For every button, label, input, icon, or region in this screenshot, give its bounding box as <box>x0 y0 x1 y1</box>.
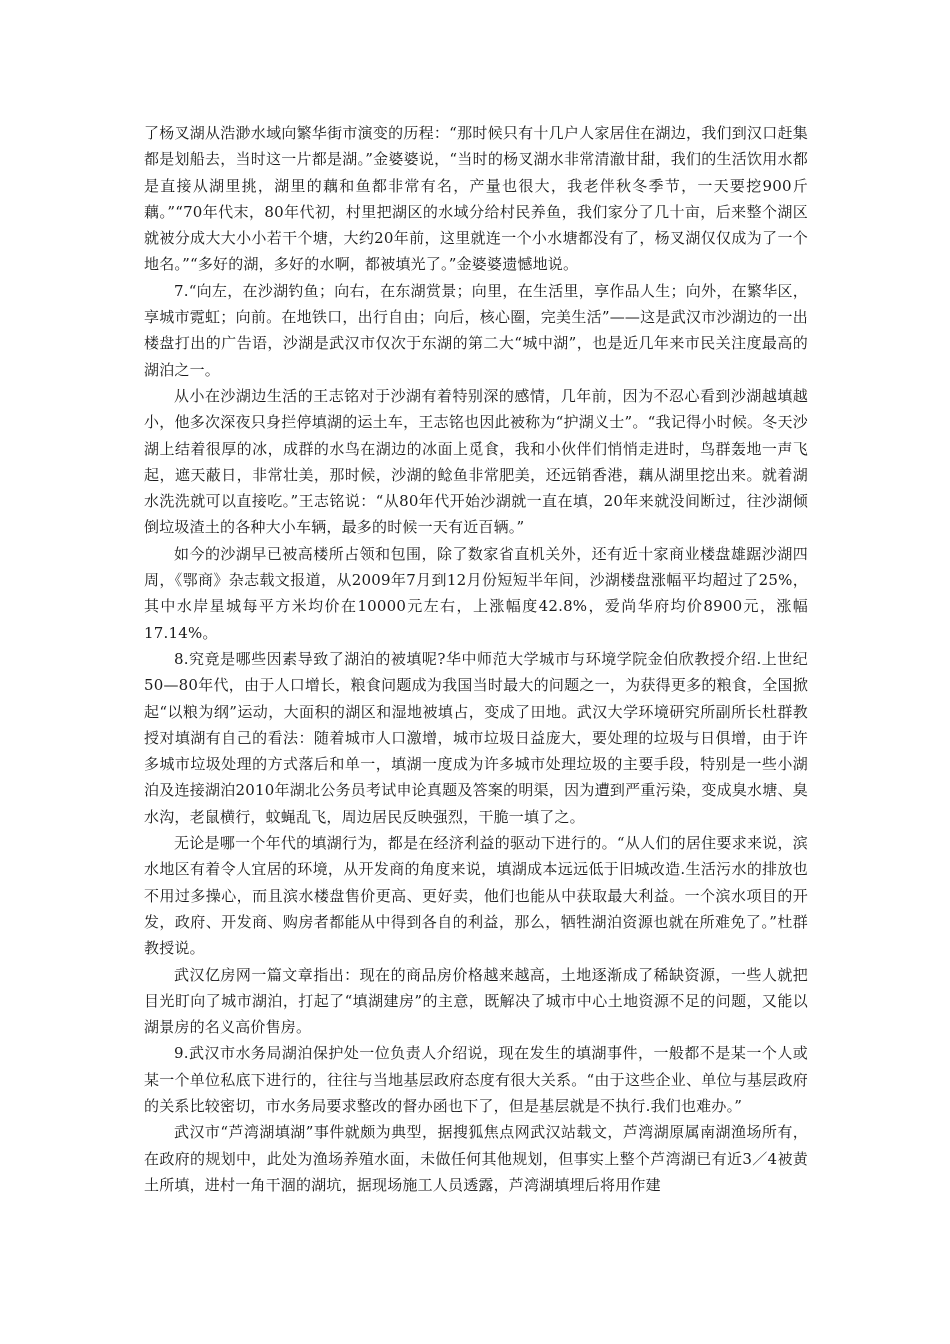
paragraph-continuation: 了杨叉湖从浩渺水域向繁华街市演变的历程：“那时候只有十几户人家居住在湖边，我们到汉口赶集都是划船去，当时这一片都是湖。”金婆婆说，“当时的杨叉湖水非常清澈甘甜，我们的生活饮用水都是直接从湖里挑，湖里的藕和鱼都非常有名，产量也很大，我老伴秋冬季节，一天要挖900斤藕。”“70年代末，80年代初，村里把湖区的水域分给村民养鱼，我们家分了几十亩，后来整个湖区就被分成大大小小若干个塘，大约20年前，这里就连一个小水塘都没有了，杨叉湖仅仅成为了一个地名。”“多好的湖，多好的水啊，都被填光了。”金婆婆遗憾地说。 <box>144 124 808 274</box>
paragraph-8: 8.究竟是哪些因素导致了湖泊的被填呢?华中师范大学城市与环境学院金伯欣教授介绍.上世纪50—80年代，由于人口增长，粮食问题成为我国当时最大的问题之一，为获得更多的粮食，全国掀起“以粮为纲”运动，大面积的湖区和湿地被填占，变成了田地。武汉大学环境研究所副所长杜群教授对填湖有自己的看法：随着城市人口激增，城市垃圾日益庞大，要处理的垃圾与日俱增，由于许多城市垃圾处理的方式落后和单一，填湖一度成为许多城市处理垃圾的主要手段，特别是一些小湖泊及连接湖泊2010年湖北公务员考试申论真题及答案的明渠，因为遭到严重污染，变成臭水塘、臭水沟，老鼠横行，蚊蝇乱飞，周边居民反映强烈，干脆一填了之。 <box>144 649 808 826</box>
paragraph-luwan-lake: 武汉市“芦湾湖填湖”事件就颇为典型，据搜狐焦点网武汉站载文，芦湾湖原属南湖渔场所有，在政府的规划中，此处为渔场养殖水面，未做任何其他规划，但事实上整个芦湾湖已有近3／4被黄土所填，进村一角干涸的湖坑，据现场施工人员透露，芦湾湖填埋后将用作建 <box>144 1123 808 1194</box>
paragraph-shahu-today: 如今的沙湖早已被高楼所占领和包围，除了数家省直机关外，还有近十家商业楼盘雄踞沙湖四周，《鄂商》杂志载文报道，从2009年7月到12月份短短半年间，沙湖楼盘涨幅平均超过了25%，其中水岸星城每平方米均价在10000元左右，上涨幅度42.8%，爱尚华府均价8900元，涨幅17.14%。 <box>144 544 808 642</box>
paragraph-wang-zhiming: 从小在沙湖边生活的王志铭对于沙湖有着特别深的感情，几年前，因为不忍心看到沙湖越填越小，他多次深夜只身拦停填湖的运土车，王志铭也因此被称为“护湖义士”。“我记得小时候。冬天沙湖上结着很厚的冰，成群的水鸟在湖边的冰面上觅食，我和小伙伴们悄悄走进时，鸟群轰地一声飞起，遮天蔽日，非常壮美，那时候，沙湖的鲶鱼非常肥美，还远销香港，藕从湖里挖出来。就着湖水洗洗就可以直接吃。”王志铭说：“从80年代开始沙湖就一直在填，20年来就没间断过，往沙湖倾倒垃圾渣土的各种大小车辆，最多的时候一天有近百辆。” <box>144 386 808 537</box>
paragraph-yifang-article: 武汉亿房网一篇文章指出：现在的商品房价格越来越高，土地逐渐成了稀缺资源，一些人就把目光盯向了城市湖泊，打起了“填湖建房”的主意，既解决了城市中心土地资源不足的问题，又能以湖景房的名义高价售房。 <box>144 965 808 1037</box>
paragraph-7: 7.“向左，在沙湖钓鱼；向右，在东湖赏景；向里，在生活里，享作品人生；向外，在繁华区，享城市霓虹；向前。在地铁口，出行自由；向后，核心圈，完美生活”——这是武汉市沙湖边的一出楼盘打出的广告语，沙湖是武汉市仅次于东湖的第二大“城中湖”，也是近几年来市民关注度最高的湖泊之一。 <box>144 281 808 379</box>
paragraph-9: 9.武汉市水务局湖泊保护处一位负责人介绍说，现在发生的填湖事件，一般都不是某一个人或某一个单位私底下进行的，往往与当地基层政府态度有很大关系。“由于这些企业、单位与基层政府的关系比较密切，市水务局要求整改的督办函也下了，但是基层就是不执行.我们也难办。” <box>144 1044 808 1115</box>
paragraph-economic-interest: 无论是哪一个年代的填湖行为，都是在经济利益的驱动下进行的。“从人们的居住要求来说，滨水地区有着令人宜居的环境，从开发商的角度来说，填湖成本远远低于旧城改造.生活污水的排放也不用过多操心，而且滨水楼盘售价更高、更好卖，他们也能从中获取最大利益。一个滨水项目的开发，政府、开发商、购房者都能从中得到各自的利益，那么，牺牲湖泊资源也就在所难免了。”杜群教授说。 <box>144 834 808 958</box>
document-body <box>144 120 808 1198</box>
